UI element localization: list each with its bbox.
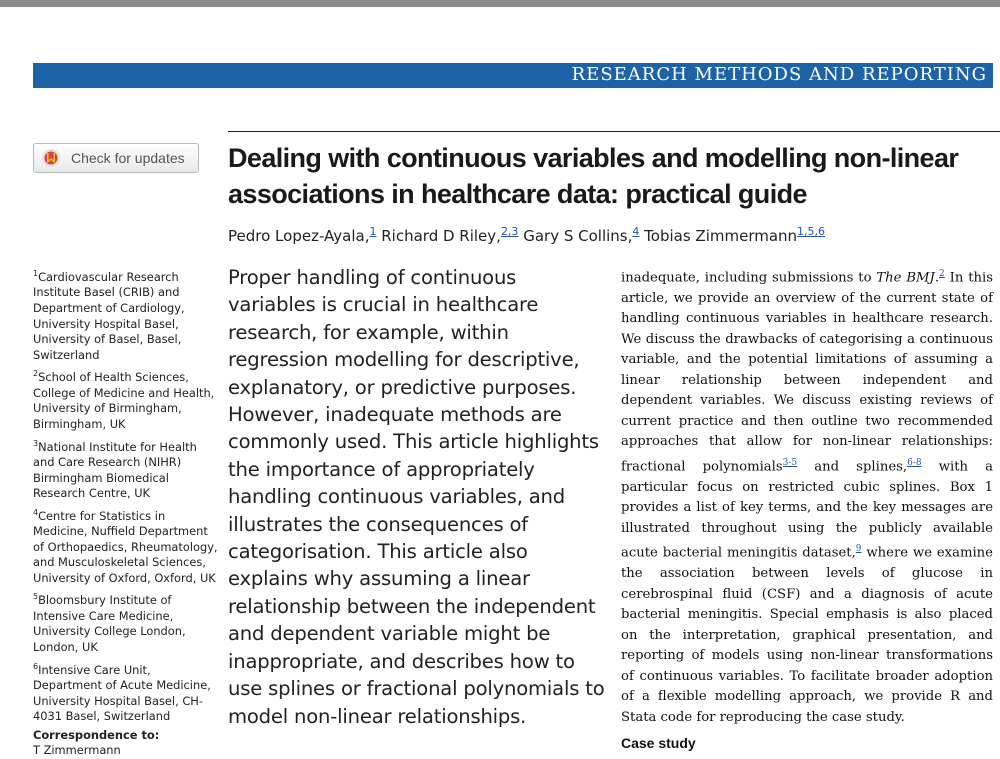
correspondence-label: Correspondence to: xyxy=(33,727,160,742)
article-title: Dealing with continuous variables and modelling non-linear associations in healthcare data: practical guide xyxy=(228,143,959,209)
body-text-segment: In this article, we provide an overview of the current state of handling continuous variables in healthcare research. We discuss the drawbacks of categorising a continuous variable, and the potential limitations of assuming a linear relationship between independent and dependent variables. We discuss existing reviews of current practice and then outline two recommended approaches that allow for non-linear relationships: fractional polynomials xyxy=(621,270,993,475)
affiliation-text: Cardiovascular Research Institute Basel (CRIB) and Department of Cardiology, University Hospital Basel, University of Basel, Basel, Switzerland xyxy=(33,269,185,362)
reference-link[interactable]: 2 xyxy=(939,269,945,279)
author-name: Tobias Zimmermann xyxy=(644,227,798,245)
body-text-segment: where we examine the association between levels of glucose in cerebrospinal fluid (CSF) and a diagnosis of acute bacterial meningitis. Special emphasis is also placed on the interpretation, graphical presentation, and reporting of models using non-linear transformations of continuous variables. To facilitate broader adoption of a flexible modelling approach, we provide R and Stata code for reproducing the case study. xyxy=(621,545,993,725)
reference-link[interactable]: 3-5 xyxy=(782,457,798,468)
affiliation-number: 5 xyxy=(33,592,39,602)
affiliation-number: 3 xyxy=(33,438,39,448)
affiliation xyxy=(33,266,221,363)
author-affiliation-ref[interactable]: 1 xyxy=(369,225,377,238)
author-list xyxy=(228,225,988,245)
body-paragraph xyxy=(621,264,993,728)
journal-name: The BMJ xyxy=(876,270,935,286)
affiliation-number: 6 xyxy=(33,661,39,671)
correspondence-name: T Zimmermann xyxy=(33,743,121,758)
crossmark-icon xyxy=(41,148,61,168)
author-name: Gary S Collins, xyxy=(523,227,633,245)
author-name: Pedro Lopez-Ayala, xyxy=(228,227,370,245)
author-affiliation-ref[interactable]: 1,5,6 xyxy=(797,225,826,238)
title-rule xyxy=(228,131,1000,132)
body-text-segment: inadequate, including submissions to xyxy=(621,270,877,286)
affiliation-text: Intensive Care Unit, Department of Acute Medicine, University Hospital Basel, CH-4031 Basel, Switzerland xyxy=(33,662,211,724)
section-banner xyxy=(33,63,993,88)
abstract: Proper handling of continuous variables is crucial in healthcare research, for example, within regression modelling for descriptive, explanatory, or predictive purposes. However, inadequate methods are commonly used. This article highlights the importance of appropriately handling continuous variables, and illustrates the consequences of categorisation. This article also explains why assuming a linear relationship between the independent and dependent variable might be inappropriate, and describes how to use splines or fractional polynomials to model non-linear relationships. xyxy=(228,266,605,728)
affiliation-number: 4 xyxy=(33,507,39,517)
affiliation-text: Centre for Statistics in Medicine, Nuffield Department of Orthopaedics, Rheumatology, and Musculoskeletal Sciences, University of Oxford, Oxford, UK xyxy=(33,508,218,585)
author-affiliation-ref[interactable]: 2,3 xyxy=(500,225,519,238)
section-heading: Case study xyxy=(621,735,696,751)
affiliation-number: 1 xyxy=(33,269,39,278)
reference-link[interactable]: 9 xyxy=(855,544,862,555)
body-text-segment: with a particular focus on restricted cubic splines. Box 1 provides a list of key terms, and the key messages are illustrated throughout using the publicly available acute bacterial meningitis dataset, xyxy=(621,459,993,561)
body-text-segment: . xyxy=(934,270,940,286)
author-affiliation-ref[interactable]: 4 xyxy=(632,225,640,238)
check-for-updates-label: Check for updates xyxy=(71,150,185,166)
affiliation xyxy=(33,505,221,587)
affiliation xyxy=(33,436,221,502)
section-title: RESEARCH METHODS AND REPORTING xyxy=(571,64,987,85)
affiliation xyxy=(33,589,221,655)
check-for-updates-button[interactable] xyxy=(33,143,199,173)
top-edge-bar xyxy=(0,0,1000,7)
reference-link[interactable]: 6-8 xyxy=(907,457,922,468)
affiliation-text: National Institute for Health and Care Research (NIHR) Birmingham Biomedical Research Centre, UK xyxy=(33,439,197,501)
body-text-segment: and splines, xyxy=(797,459,908,475)
affiliations-column xyxy=(33,266,221,759)
affiliation xyxy=(33,366,221,432)
affiliation-number: 2 xyxy=(33,369,39,379)
author-name: Richard D Riley, xyxy=(381,227,501,245)
affiliation-text: School of Health Sciences, College of Medicine and Health, University of Birmingham, Birmingham, UK xyxy=(33,370,215,431)
affiliation xyxy=(33,659,221,725)
affiliation-text: Bloomsbury Institute of Intensive Care Medicine, University College London, London, UK xyxy=(33,593,186,655)
